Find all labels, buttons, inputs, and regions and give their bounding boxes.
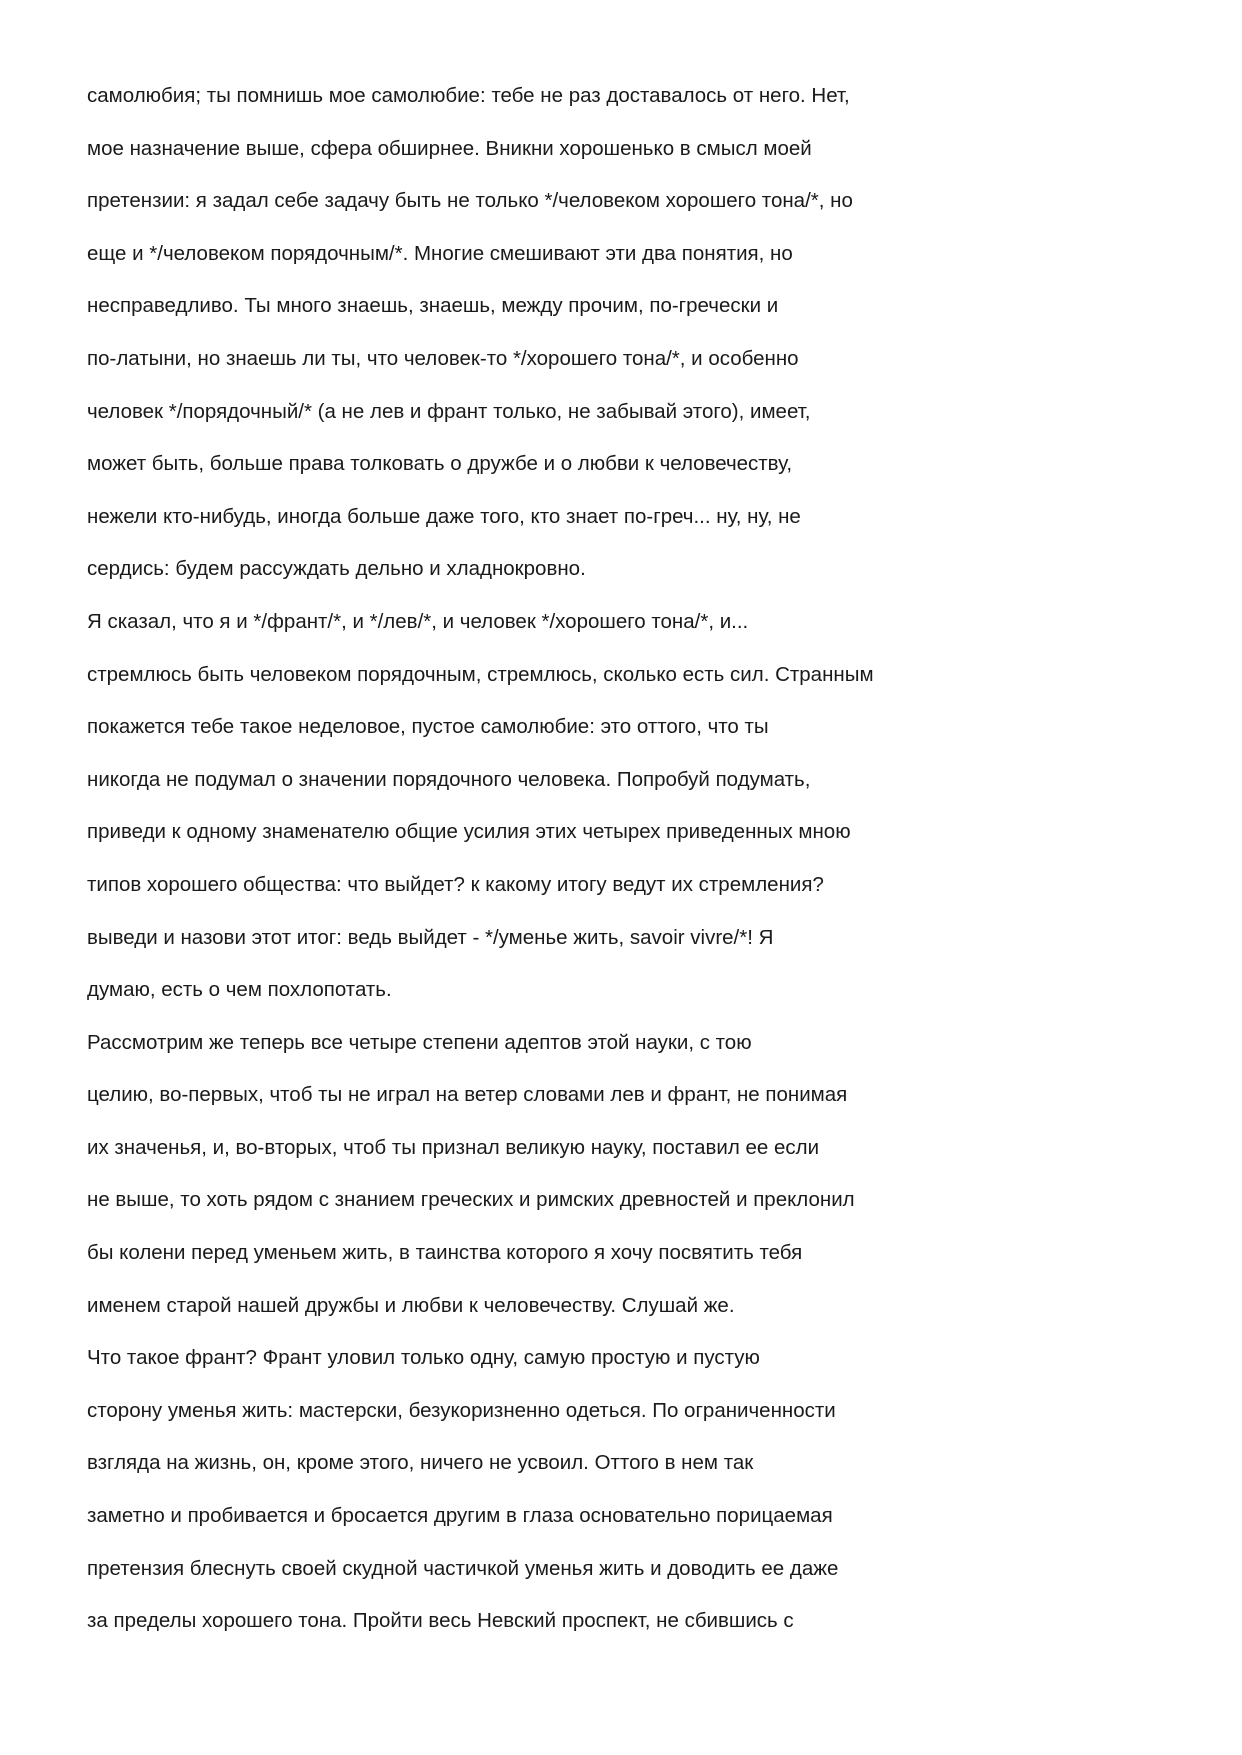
text-line: по-латыни, но знаешь ли ты, что человек-то */хорошего тона/*, и особенно	[87, 346, 799, 370]
text-line: заметно и пробивается и бросается другим в глаза основательно порицаемая	[87, 1504, 833, 1528]
text-line: именем старой нашей дружбы и любви к человечеству. Слушай же.	[87, 1293, 735, 1317]
text-line: человек */порядочный/* (а не лев и франт только, не забывай этого), имеет,	[87, 399, 811, 423]
text-line: Что такое франт? Франт уловил только одну, самую простую и пустую	[87, 1346, 760, 1370]
text-line: целию, во-первых, чтоб ты не играл на ветер словами лев и франт, не понимая	[87, 1083, 848, 1107]
text-line: претензия блеснуть своей скудной частичкой уменья жить и доводить ее даже	[87, 1556, 839, 1580]
text-line: сторону уменья жить: мастерски, безукоризненно одеться. По ограниченности	[87, 1398, 836, 1422]
text-line: нежели кто-нибудь, иногда больше даже того, кто знает по-греч... ну, ну, не	[87, 504, 801, 528]
text-line: думаю, есть о чем похлопотать.	[87, 978, 392, 1002]
text-line: их значенья, и, во-вторых, чтоб ты признал великую науку, поставил ее если	[87, 1135, 820, 1159]
text-line: несправедливо. Ты много знаешь, знаешь, между прочим, по-гречески и	[87, 294, 779, 318]
text-line: за пределы хорошего тона. Пройти весь Невский проспект, не сбившись с	[87, 1609, 794, 1633]
text-line: еще и */человеком порядочным/*. Многие смешивают эти два понятия, но	[87, 241, 793, 265]
text-line: взгляда на жизнь, он, кроме этого, ничего не усвоил. Оттого в нем так	[87, 1451, 754, 1475]
text-line: мое назначение выше, сфера обширнее. Вникни хорошенько в смысл моей	[87, 136, 812, 160]
text-line: приведи к одному знаменателю общие усилия этих четырех приведенных мною	[87, 820, 851, 844]
text-line: может быть, больше права толковать о дружбе и о любви к человечеству,	[87, 452, 793, 476]
text-line: сердись: будем рассуждать дельно и хладнокровно.	[87, 557, 586, 581]
text-line: самолюбия; ты помнишь мое самолюбие: тебе не раз доставалось от него. Нет,	[87, 84, 850, 107]
text-line: бы колени перед уменьем жить, в таинства которого я хочу посвятить тебя	[87, 1241, 803, 1265]
text-line: Я сказал, что я и */франт/*, и */лев/*, и человек */хорошего тона/*, и...	[87, 609, 749, 633]
text-line: никогда не подумал о значении порядочного человека. Попробуй подумать,	[87, 767, 811, 791]
text-line: типов хорошего общества: что выйдет? к какому итогу ведут их стремления?	[87, 872, 824, 896]
text-line: не выше, то хоть рядом с знанием греческих и римских древностей и преклонил	[87, 1188, 855, 1212]
text-line: Рассмотрим же теперь все четыре степени адептов этой науки, с тою	[87, 1030, 752, 1054]
text-line: покажется тебе такое неделовое, пустое самолюбие: это оттого, что ты	[87, 715, 769, 739]
text-body	[87, 80, 1167, 1658]
text-line: выведи и назови этот итог: ведь выйдет - */уменье жить, savoir vivre/*! Я	[87, 925, 774, 949]
text-line: претензии: я задал себе задачу быть не только */человеком хорошего тона/*, но	[87, 189, 853, 213]
text-line: стремлюсь быть человеком порядочным, стремлюсь, сколько есть сил. Странным	[87, 662, 874, 686]
